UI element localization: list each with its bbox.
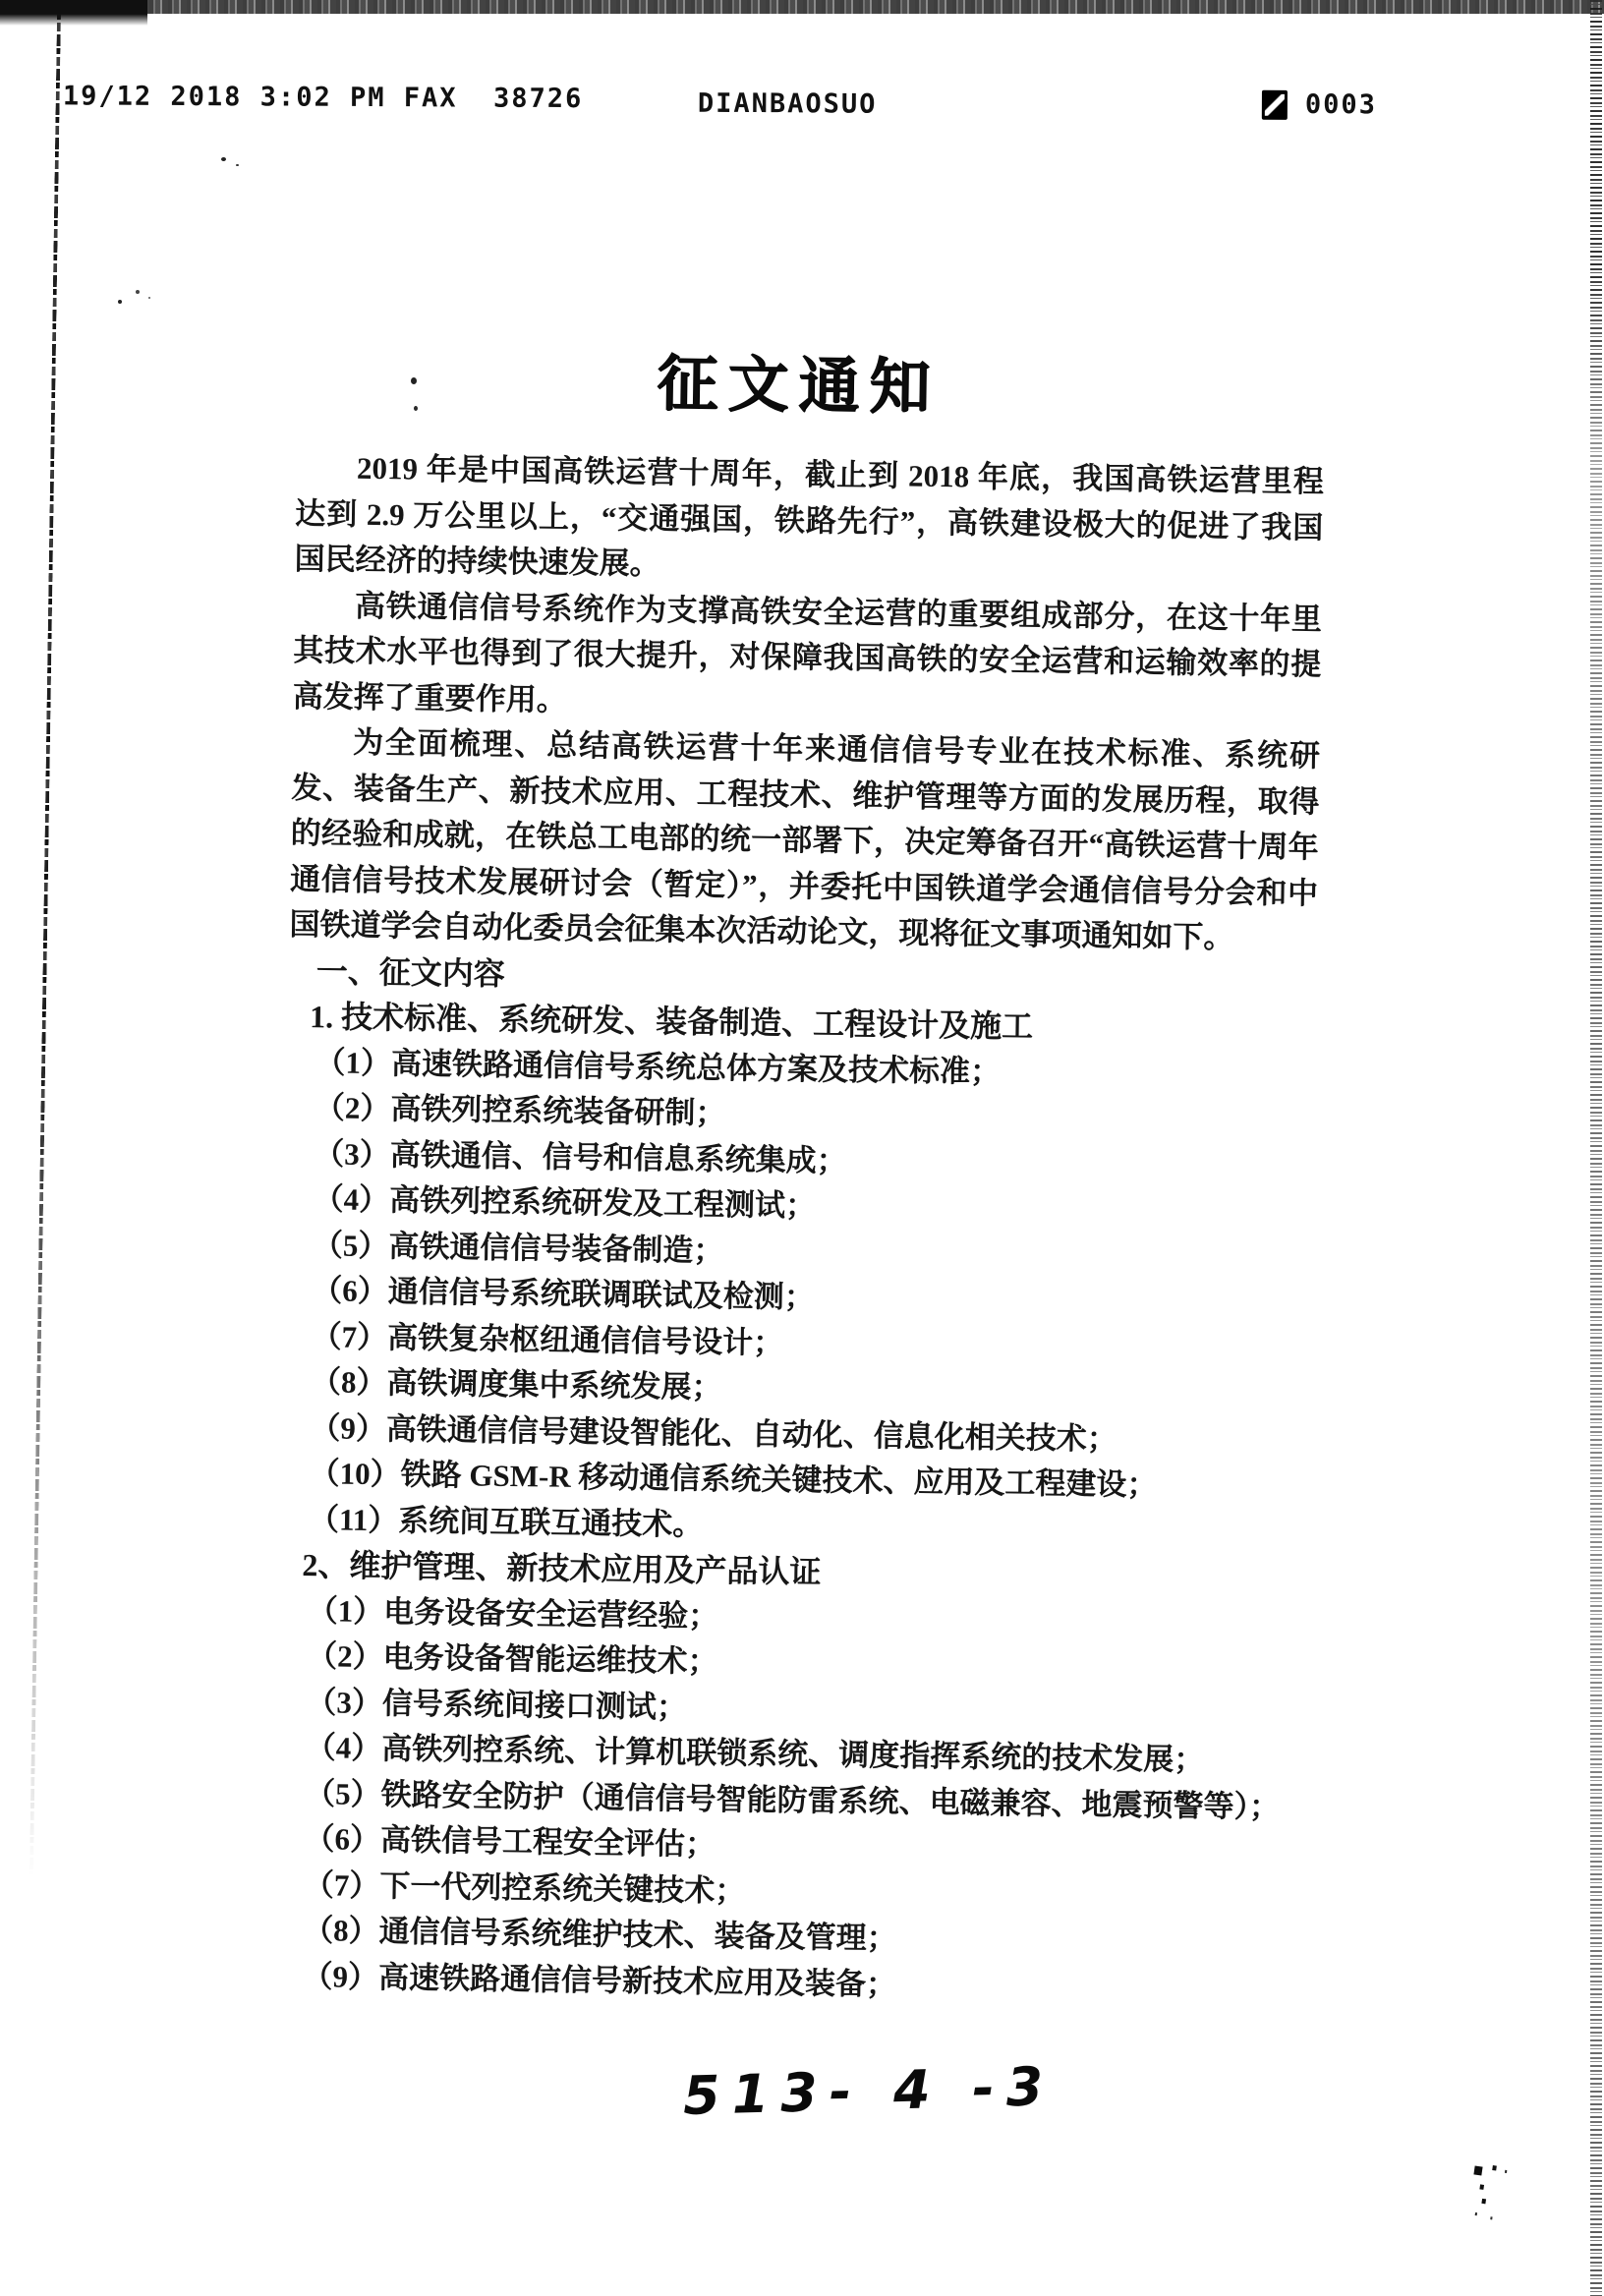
list-item: （3）信号系统间接口测试； <box>306 1684 688 1725</box>
list-item: （8）通信信号系统维护技术、装备及管理； <box>302 1913 897 1956</box>
list-item: （11）系统间互联互通技术。 <box>308 1501 704 1542</box>
list-item: （6）通信信号系统联调联试及检测； <box>312 1273 815 1315</box>
list-item: （2）高铁列控系统装备研制； <box>314 1090 726 1131</box>
handwritten-code: 513- 4 -3 <box>682 2055 1057 2127</box>
fax-timestamp: 19/12 2018 3:02 PM FAX 38726 <box>62 81 584 115</box>
list-item: （3）高铁通信、信号和信息系统集成； <box>314 1135 847 1178</box>
fax-page-number: 0003 <box>1304 88 1378 121</box>
list-item: （8）高铁调度集中系统发展； <box>310 1364 722 1405</box>
list-item: （1）高速铁路通信信号系统总体方案及技术标准； <box>315 1044 1002 1089</box>
intro-paragraph: 为全面梳理、总结高铁运营十年来通信信号专业在技术标准、系统研发、装备生产、新技术应用、工程技术、维护管理等方面的发展历程，取得的经验和成就，在铁总工电部的统一部署下，决定筹备召开“高铁运营十周年通信信号技术发展研讨会（暂定）”，并委托中国铁道学会通信信号分会和中国铁道学会自动化委员会征集本次活动论文，现将征文事项通知如下。 <box>289 724 1321 955</box>
list-item: （2）电务设备智能运维技术； <box>306 1638 718 1679</box>
list-item: （7）高铁复杂枢纽通信信号设计； <box>311 1318 784 1360</box>
fax-station-name: DIANBAOSUO <box>697 87 878 120</box>
list-item: （9）高速铁路通信信号新技术应用及装备； <box>302 1958 897 2002</box>
list-item: （4）高铁列控系统、计算机联锁系统、调度指挥系统的技术发展； <box>305 1730 1205 1777</box>
section-heading: 一、征文内容 <box>315 952 506 992</box>
list-item: （7）下一代列控系统关键技术； <box>303 1866 746 1908</box>
intro-paragraph: 2019 年是中国高铁运营十周年，截止到 2018 年底，我国高铁运营里程达到 2.9 万公里以上，“交通强国，铁路先行”，高铁建设极大的促进了我国国民经济的持续快速发展。 <box>294 450 1325 582</box>
list-item: （1）电务设备安全运营经验； <box>307 1592 719 1634</box>
list-item: （10）铁路 GSM-R 移动通信系统关键技术、应用及工程建设； <box>309 1456 1158 1503</box>
list-item: （5）铁路安全防护（通信信号智能防雷系统、电磁兼容、地震预警等）； <box>304 1775 1281 1824</box>
subsection-1-heading: 1. 技术标准、系统研发、装备制造、工程设计及施工 <box>309 999 1034 1045</box>
document-body <box>274 445 1324 2013</box>
intro-paragraph: 高铁通信信号系统作为支撑高铁安全运营的重要组成部分，在这十年里其技术水平也得到了很大提升，对保障我国高铁的安全运营和运输效率的提高发挥了重要作用。 <box>292 588 1323 718</box>
list-item: （6）高铁信号工程安全评估； <box>304 1821 716 1862</box>
list-item: （5）高铁通信信号装备制造； <box>312 1227 724 1268</box>
subsection-2-heading: 2、维护管理、新技术应用及产品认证 <box>302 1547 822 1590</box>
document-title: 征文通知 <box>656 350 941 422</box>
list-item: （9）高铁通信信号建设智能化、自动化、信息化相关技术； <box>310 1409 1118 1457</box>
list-item: （4）高铁列控系统研发及工程测试； <box>313 1181 817 1224</box>
